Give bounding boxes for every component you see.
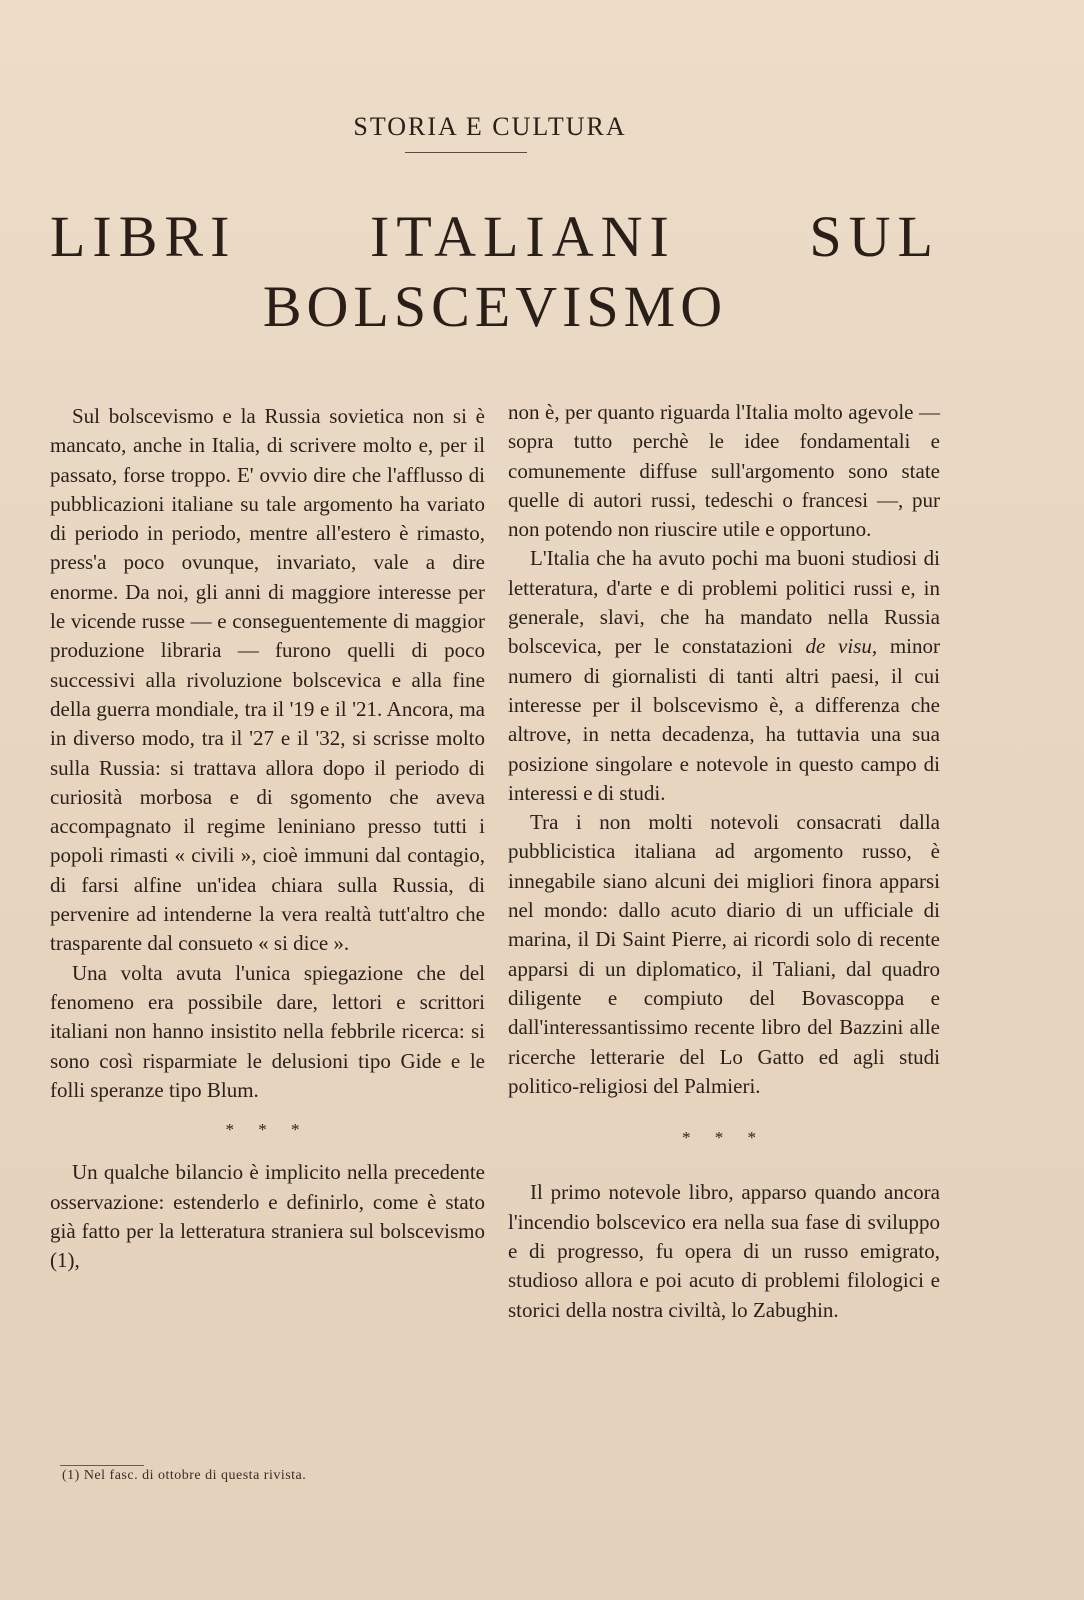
italic-phrase: de visu,	[805, 634, 878, 659]
footnote: (1) Nel fasc. di ottobre di questa rivista.	[62, 1468, 307, 1483]
footnote-rule	[60, 1465, 144, 1466]
article-title-line-1: LIBRI ITALIANI SUL	[50, 204, 940, 269]
paragraph-text: L'Italia che ha avuto pochi ma buoni studiosi di letteratura, d'arte e di problemi politici russi e, in generale, slavi, che ha mandato nella Russia bolscevica, per le constatazioni	[508, 546, 940, 659]
paragraph: Una volta avuta l'unica spiegazione che del fenomeno era possibile dare, lettori e scrittori italiani non hanno insistito nella febbrile ricerca: si sono così risparmiate le delusioni tipo Gide e le folli speranze tipo Blum.	[50, 960, 485, 1102]
left-column	[50, 402, 485, 1276]
right-column	[508, 398, 940, 1325]
section-heading: STORIA E CULTURA	[353, 112, 627, 141]
section-separator: * * *	[682, 1128, 766, 1148]
section-heading-underline	[405, 152, 527, 153]
article-title	[50, 205, 940, 339]
paragraph: non è, per quanto riguarda l'Italia molto agevole — sopra tutto perchè le idee fondamentali e comunemente diffuse sull'argomento sono state quelle di autori russi, tedeschi o francesi —, pur non potendo non riuscire utile e opportuno.	[508, 400, 940, 542]
paragraph-text: minor numero di giornalisti di tanti altri paesi, il cui interesse per il bolscevismo è, a differenza che altrove, in netta decadenza, ha tuttavia una sua posizione singolare e notevole in questo campo di interessi e di studi.	[508, 634, 941, 805]
section-separator: * * *	[225, 1120, 310, 1140]
article-title-line-2: BOLSCEVISMO	[262, 274, 728, 339]
paragraph: Tra i non molti notevoli consacrati dalla pubblicistica italiana ad argomento russo, è innegabile siano alcuni dei migliori finora apparsi nel mondo: dallo acuto diario di un ufficiale di marina, il Di Saint Pierre, ai ricordi solo di recente apparsi di un diplomatico, il Taliani, dal quadro diligente e compiuto del Bovascoppa e dall'interessantissimo recente libro del Bazzini alle ricerche letterarie del Lo Gatto ed agli studi politico-religiosi del Palmieri.	[508, 810, 940, 1098]
paragraph	[508, 544, 940, 808]
paragraph: Sul bolscevismo e la Russia sovietica non si è mancato, anche in Italia, di scrivere molto e, per il passato, forse troppo. E' ovvio dire che l'afflusso di pubblicazioni italiane su tale argomento ha variato di periodo in periodo, mentre all'estero è rimasto, press'a poco ovunque, invariato, vale a dire enorme. Da noi, gli anni di maggiore interesse per le vicende russe — e conseguentemente di maggior produzione libraria — furono quelli di poco successivi alla rivoluzione bolscevica e alla fine della guerra mondiale, tra il '19 e il '21. Ancora, ma in diverso modo, tra il '27 e il '32, si scrisse molto sulla Russia: si trattava allora dopo il periodo di curiosità morbosa e di sgomento che aveva accompagnato il regime leniniano presso tutti i popoli rimasti « civili », cioè immuni dal contagio, di farsi alfine un'idea chiara sulla Russia, di pervenire ad intenderne la vera realtà tutt'altro che trasparente dal consueto « si dice ».	[50, 404, 485, 956]
paragraph: Un qualche bilancio è implicito nella precedente osservazione: estenderlo e definirlo, come è stato già fatto per la letteratura straniera sul bolscevismo (1),	[50, 1160, 485, 1273]
paragraph: Il primo notevole libro, apparso quando ancora l'incendio bolscevico era nella sua fase di sviluppo e di progresso, fu opera di un russo emigrato, studioso allora e poi acuto di problemi filologici e storici della nostra civiltà, lo Zabughin.	[508, 1180, 940, 1322]
